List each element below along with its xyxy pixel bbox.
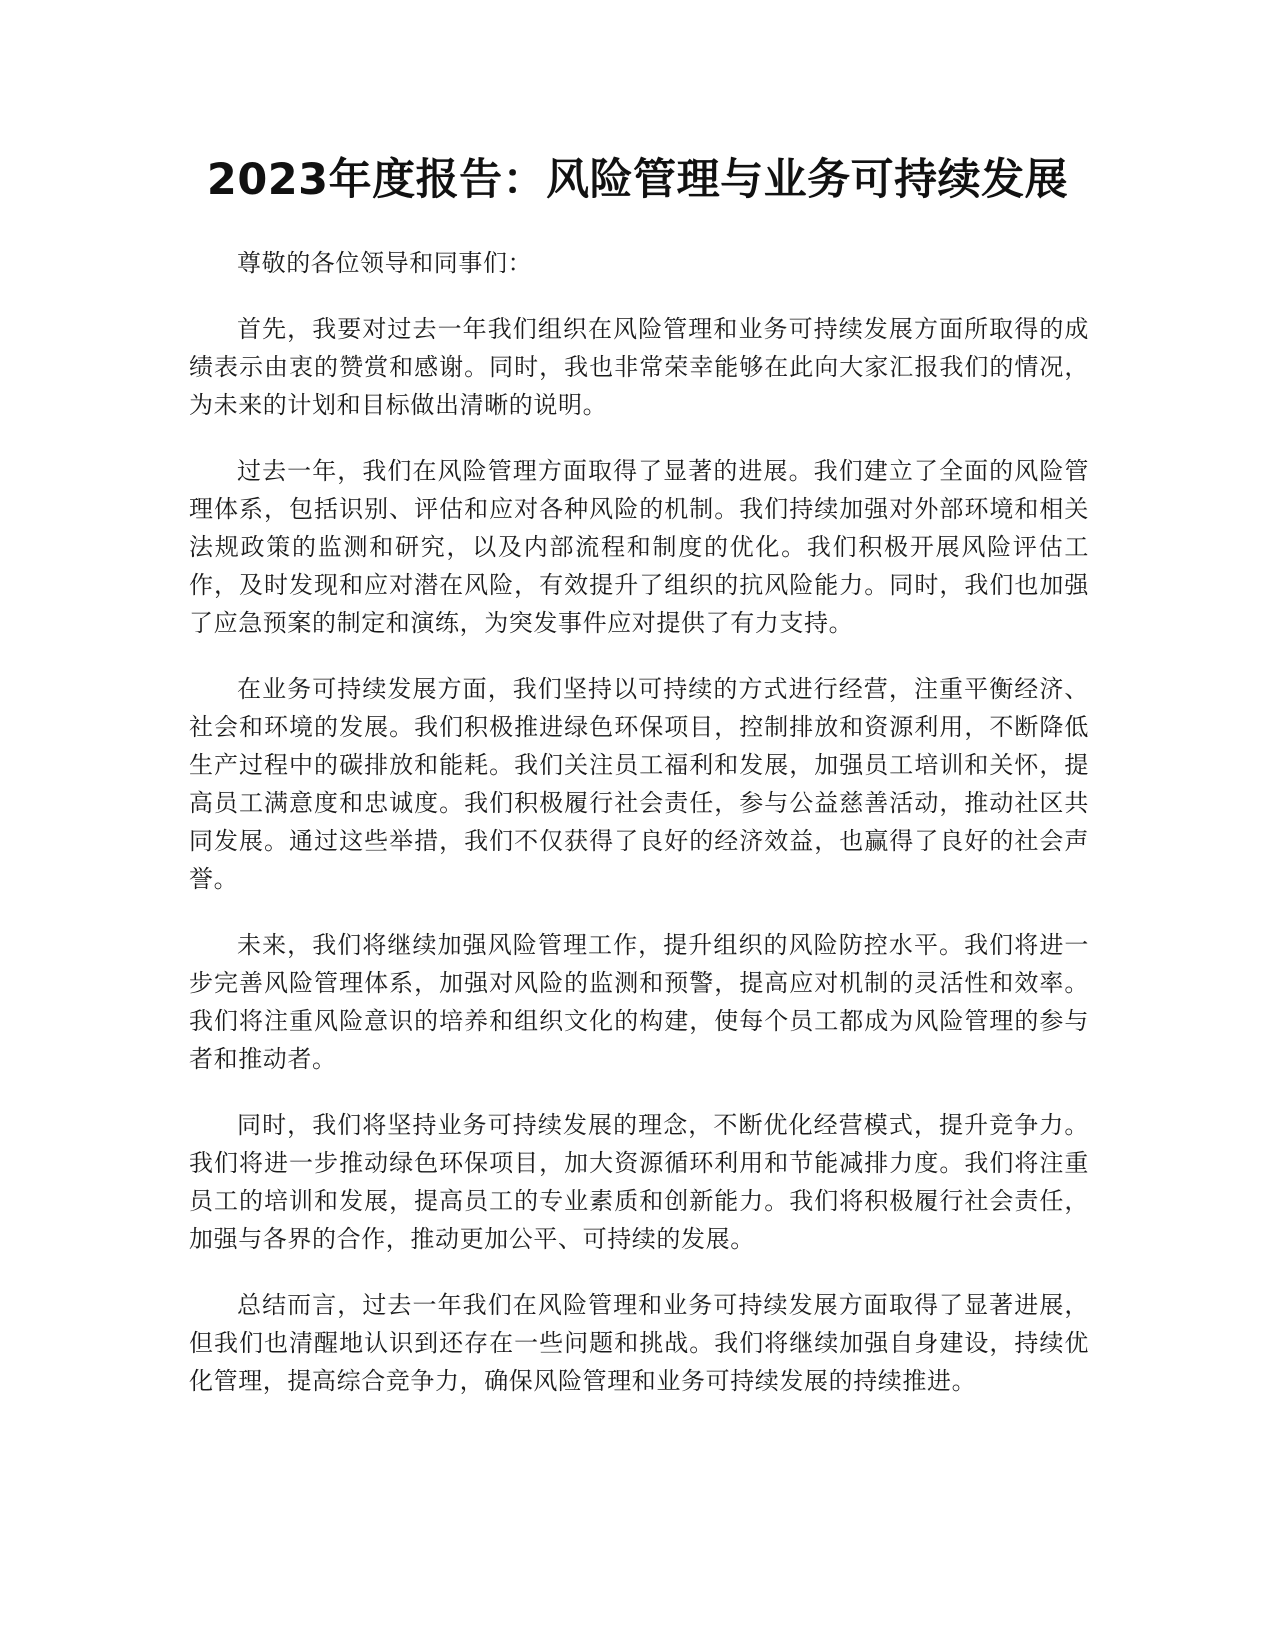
paragraph-4: 未来，我们将继续加强风险管理工作，提升组织的风险防控水平。我们将进一步完善风险管理体系，加强对风险的监测和预警，提高应对机制的灵活性和效率。我们将注重风险意识的培养和组织文化的构建，使每个员工都成为风险管理的参与者和推动者。 (189, 931, 1089, 1073)
paragraph-1: 首先，我要对过去一年我们组织在风险管理和业务可持续发展方面所取得的成绩表示由衷的赞赏和感谢。同时，我也非常荣幸能够在此向大家汇报我们的情况，为未来的计划和目标做出清晰的说明。 (189, 315, 1089, 419)
greeting-paragraph: 尊敬的各位领导和同事们： (237, 249, 533, 277)
paragraph-5: 同时，我们将坚持业务可持续发展的理念，不断优化经营模式，提升竞争力。我们将进一步推动绿色环保项目，加大资源循环利用和节能减排力度。我们将注重员工的培训和发展，提高员工的专业素质和创新能力。我们将积极履行社会责任，加强与各界的合作，推动更加公平、可持续的发展。 (189, 1111, 1089, 1253)
paragraph-3: 在业务可持续发展方面，我们坚持以可持续的方式进行经营，注重平衡经济、社会和环境的发展。我们积极推进绿色环保项目，控制排放和资源利用，不断降低生产过程中的碳排放和能耗。我们关注员工福利和发展，加强员工培训和关怀，提高员工满意度和忠诚度。我们积极履行社会责任，参与公益慈善活动，推动社区共同发展。通过这些举措，我们不仅获得了良好的经济效益，也赢得了良好的社会声誉。 (189, 675, 1089, 893)
paragraph-6: 总结而言，过去一年我们在风险管理和业务可持续发展方面取得了显著进展，但我们也清醒地认识到还存在一些问题和挑战。我们将继续加强自身建设，持续优化管理，提高综合竞争力，确保风险管理和业务可持续发展的持续推进。 (189, 1291, 1089, 1395)
document-title: 2023年度报告：风险管理与业务可持续发展 (206, 155, 1069, 205)
paragraph-2: 过去一年，我们在风险管理方面取得了显著的进展。我们建立了全面的风险管理体系，包括识别、评估和应对各种风险的机制。我们持续加强对外部环境和相关法规政策的监测和研究，以及内部流程和制度的优化。我们积极开展风险评估工作，及时发现和应对潜在风险，有效提升了组织的抗风险能力。同时，我们也加强了应急预案的制定和演练，为突发事件应对提供了有力支持。 (189, 457, 1089, 637)
document-body (189, 244, 1089, 1428)
